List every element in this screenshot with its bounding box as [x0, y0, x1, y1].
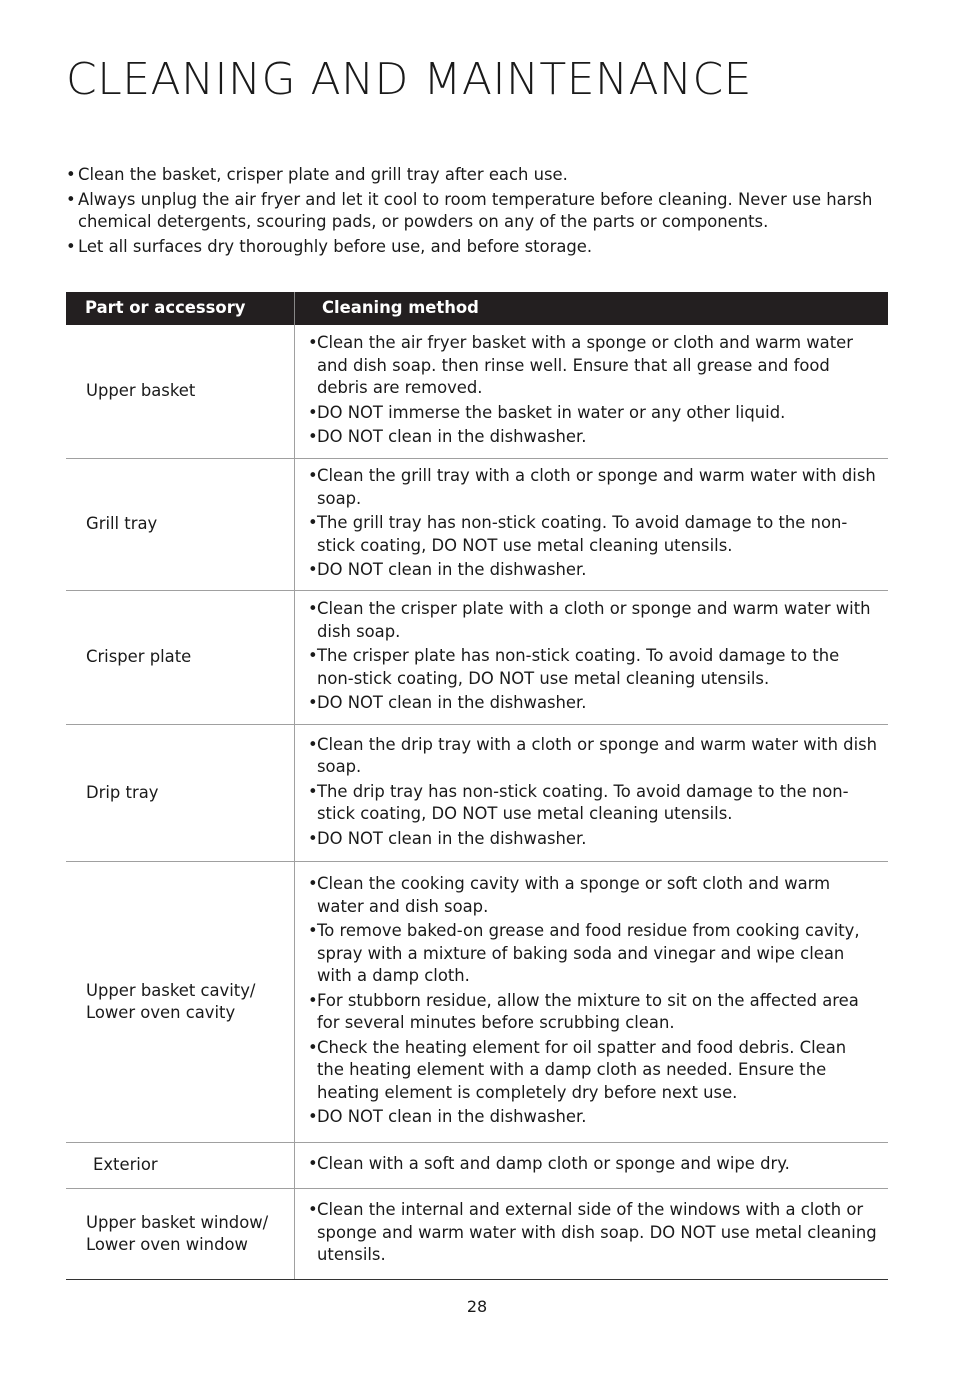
part-cell: Drip tray	[66, 725, 295, 862]
part-cell: Upper basket cavity/ Lower oven cavity	[66, 862, 295, 1143]
table-row	[66, 1143, 888, 1189]
intro-item: • Let all surfaces dry thoroughly before use, and before storage.	[66, 236, 888, 259]
method-item: • Clean with a soft and damp cloth or sponge and wipe dry.	[308, 1153, 878, 1176]
method-cell	[295, 862, 889, 1143]
method-item: • Clean the cooking cavity with a sponge or soft cloth and warm water and dish soap.	[308, 873, 878, 918]
part-cell: Exterior	[66, 1143, 295, 1189]
table-row	[66, 591, 888, 725]
intro-list	[66, 164, 888, 260]
table-row	[66, 862, 888, 1143]
part-cell: Upper basket window/ Lower oven window	[66, 1189, 295, 1280]
method-item: • Clean the drip tray with a cloth or sponge and warm water with dish soap.	[308, 734, 878, 779]
method-item: • Clean the air fryer basket with a sponge or cloth and warm water and dish soap. then rinse well. Ensure that all grease and food debris are removed.	[308, 332, 878, 400]
page-number: 28	[466, 1297, 488, 1316]
method-item: • DO NOT immerse the basket in water or any other liquid.	[308, 402, 878, 425]
intro-item: • Always unplug the air fryer and let it cool to room temperature before cleaning. Never use harsh chemical detergents, scouring pads, or powders on any of the parts or components.	[66, 189, 888, 234]
part-cell: Crisper plate	[66, 591, 295, 725]
method-item: • The drip tray has non-stick coating. To avoid damage to the non-stick coating, DO NOT use metal cleaning utensils.	[308, 781, 878, 826]
method-item: • Clean the crisper plate with a cloth or sponge and warm water with dish soap.	[308, 598, 878, 643]
header-method: Cleaning method	[295, 292, 889, 325]
method-cell	[295, 1143, 889, 1189]
method-item: • To remove baked-on grease and food residue from cooking cavity, spray with a mixture of baking soda and vinegar and wipe clean with a damp cloth.	[308, 920, 878, 988]
table-row	[66, 725, 888, 862]
part-cell: Grill tray	[66, 459, 295, 591]
intro-item: • Clean the basket, crisper plate and grill tray after each use.	[66, 164, 888, 187]
method-item: • Check the heating element for oil spatter and food debris. Clean the heating element with a damp cloth as needed. Ensure the heating element is completely dry before next use.	[308, 1037, 878, 1105]
method-item: • DO NOT clean in the dishwasher.	[308, 692, 878, 715]
method-item: • Clean the grill tray with a cloth or sponge and warm water with dish soap.	[308, 465, 878, 510]
part-cell: Upper basket	[66, 325, 295, 459]
method-item: • The grill tray has non-stick coating. To avoid damage to the non-stick coating, DO NOT use metal cleaning utensils.	[308, 512, 878, 557]
method-cell	[295, 325, 889, 459]
method-item: • Clean the internal and external side of the windows with a cloth or sponge and warm water with dish soap. DO NOT use metal cleaning utensils.	[308, 1199, 878, 1267]
method-item: • DO NOT clean in the dishwasher.	[308, 828, 878, 851]
table-row	[66, 459, 888, 591]
header-part: Part or accessory	[66, 292, 295, 325]
method-cell	[295, 1189, 889, 1280]
method-cell	[295, 725, 889, 862]
method-item: • The crisper plate has non-stick coating. To avoid damage to the non-stick coating, DO NOT use metal cleaning utensils.	[308, 645, 878, 690]
cleaning-table	[66, 292, 888, 1280]
table-header-row	[66, 292, 888, 325]
method-cell	[295, 459, 889, 591]
method-cell	[295, 591, 889, 725]
method-item: • DO NOT clean in the dishwasher.	[308, 559, 878, 582]
method-item: • DO NOT clean in the dishwasher.	[308, 1106, 878, 1129]
page-title: CLEANING AND MAINTENANCE	[66, 54, 752, 105]
table-row	[66, 325, 888, 459]
table-row	[66, 1189, 888, 1280]
method-item: • For stubborn residue, allow the mixture to sit on the affected area for several minutes before scrubbing clean.	[308, 990, 878, 1035]
method-item: • DO NOT clean in the dishwasher.	[308, 426, 878, 449]
